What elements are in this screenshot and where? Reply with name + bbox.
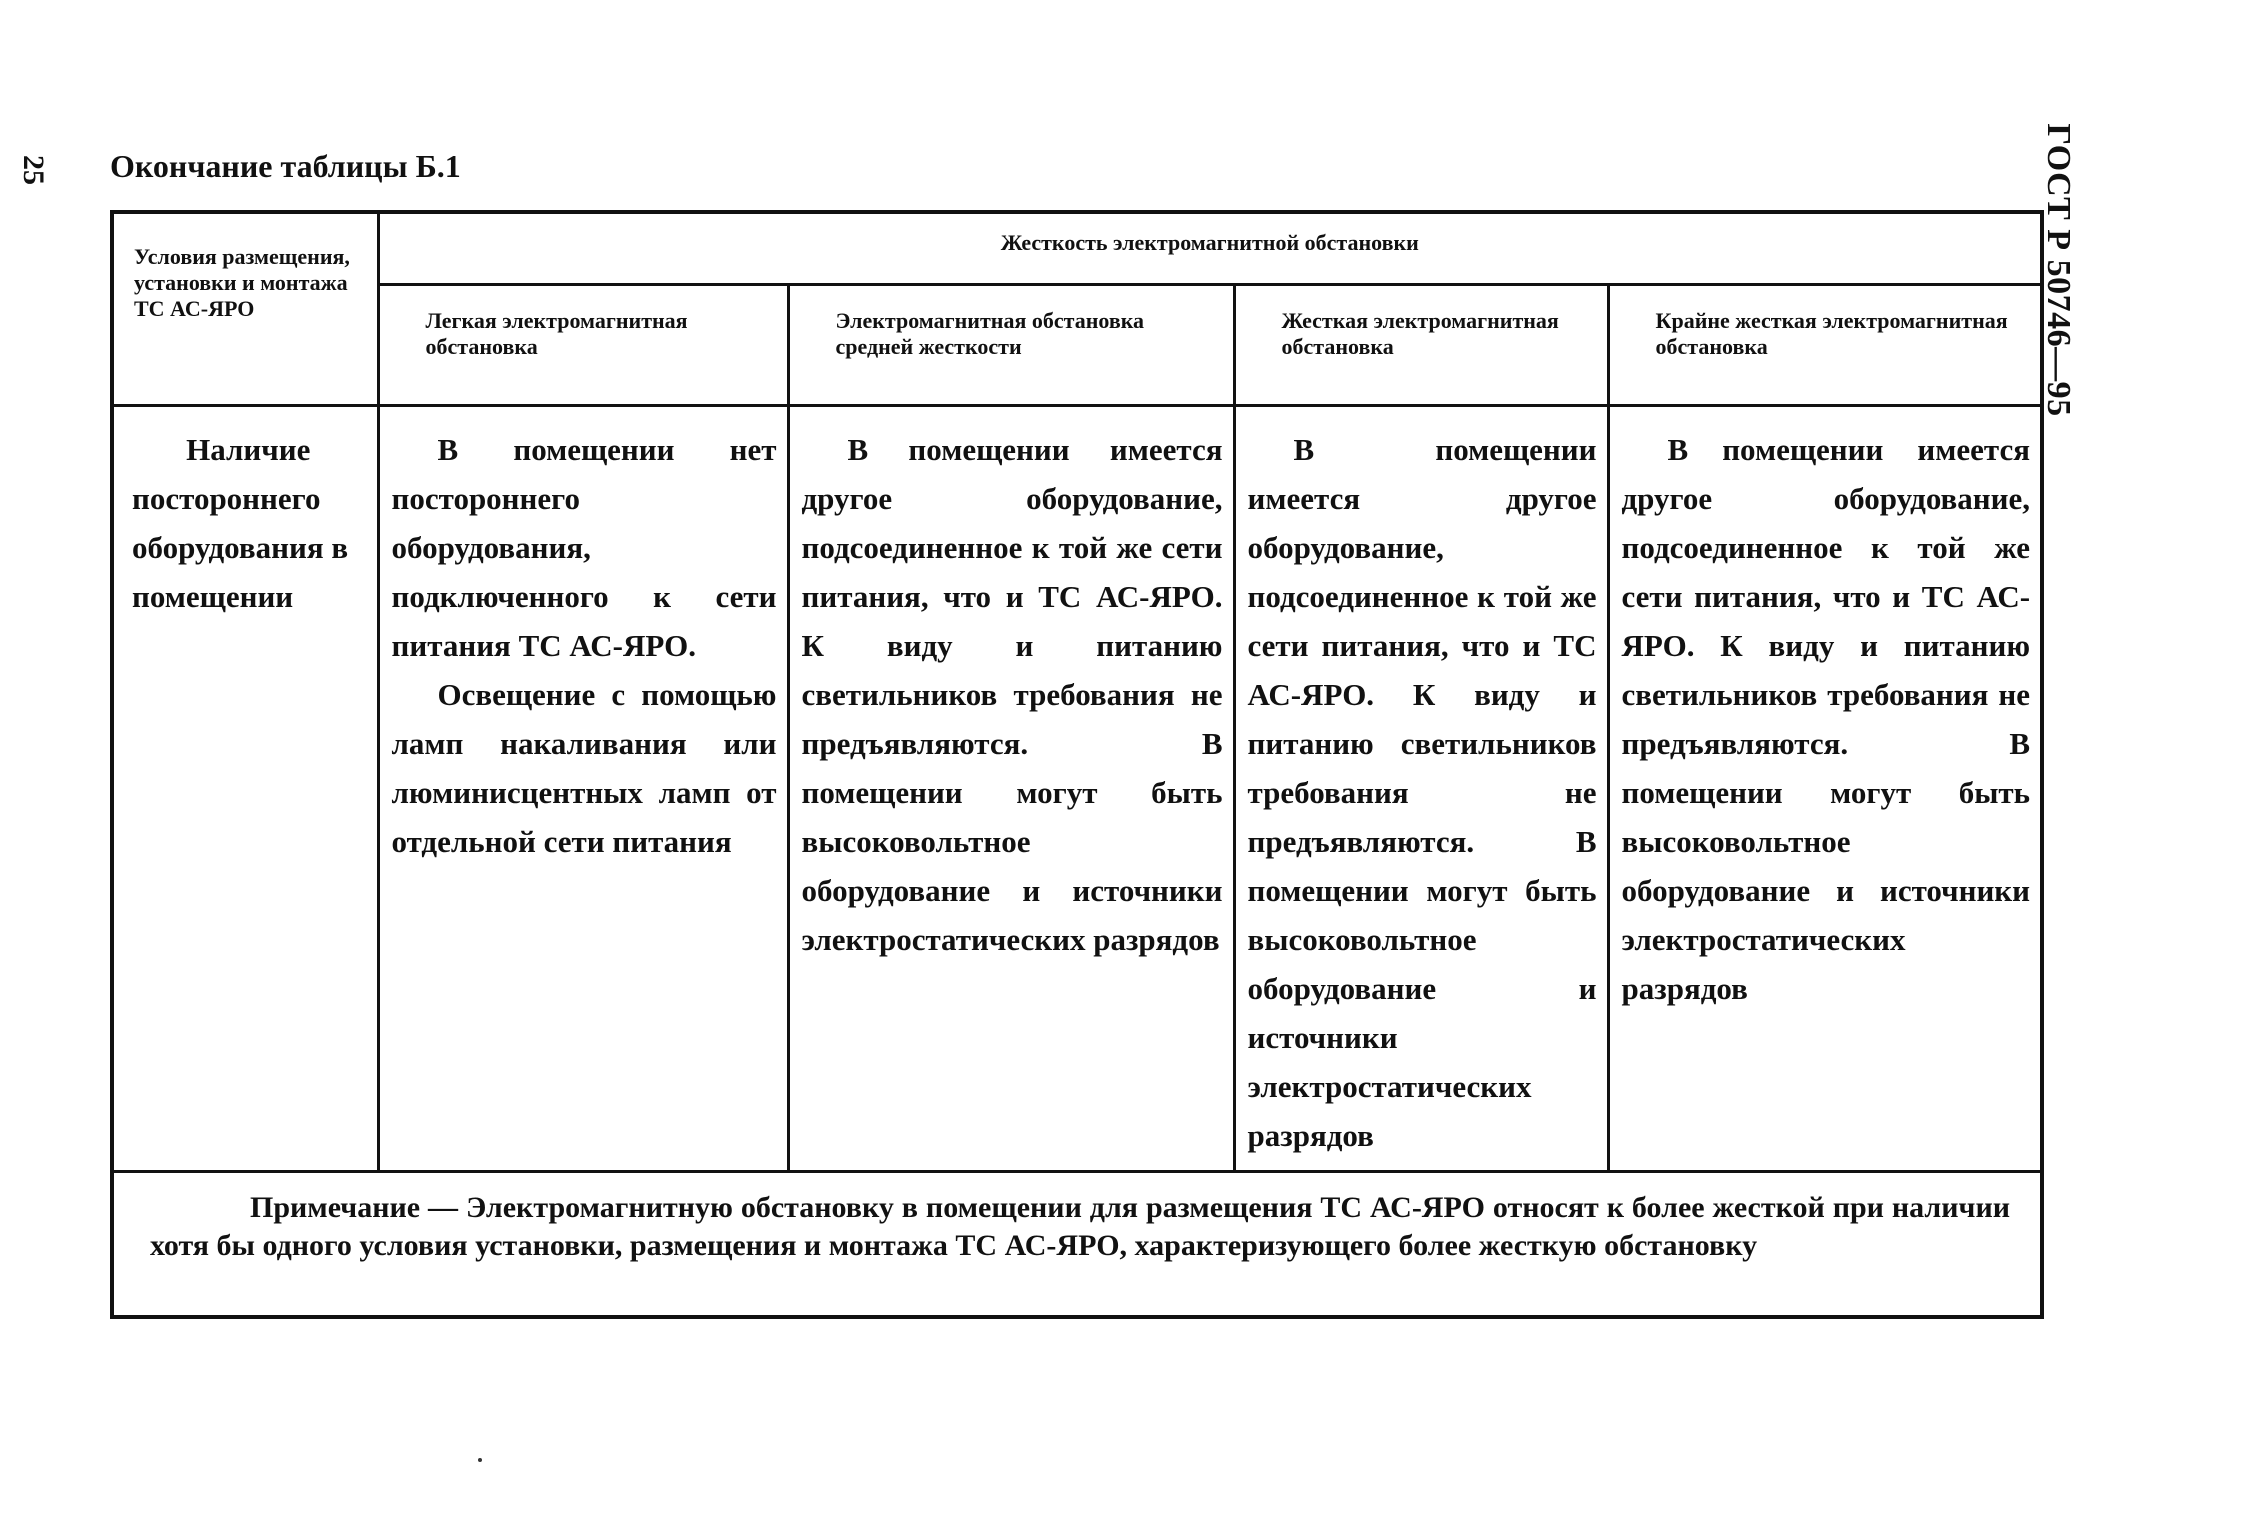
header-harsh-environment: Жесткая электромагнитная обстановка [1234,285,1608,406]
light-paragraph-2: Освещение с помощью ламп накаливания или люминисцентных ламп от отдельной сети питания [391,677,777,859]
light-environment-cell [378,406,788,1172]
page-number: 25 [17,155,50,185]
medium-paragraph: В помещении имеется другое оборудование, подсоединенное к той же сети питания, что и ТС АС-ЯРО. К виду и питанию светильников требования не предъявляются. В помещении могут быть высоковольтное оборудование и источники электростатических разрядов [801,432,1223,957]
header-row-1 [112,212,2042,285]
harsh-paragraph: В помещении имеется другое оборудование, подсоединенное к той же сети питания, что и ТС АС-ЯРО. К виду и питанию светильников требования не предъявляются. В помещении могут быть высоковольтное оборудование и источники электростатических разрядов [1247,432,1597,1153]
light-paragraph-1: В помещении нет постороннего оборудования, подключенного к сети питания ТС АС-ЯРО. [391,432,777,663]
scan-speck [478,1458,482,1462]
table-title: Окончание таблицы Б.1 [110,148,461,184]
table-row [112,406,2042,1172]
rigidity-span-header: Жесткость электромагнитной обстановки [378,212,2042,285]
header-row-2 [112,285,2042,406]
condition-first-word: Наличие [186,432,311,467]
medium-environment-cell [788,406,1234,1172]
header-medium-environment: Электромагнитная обстановка средней жесткости [788,285,1234,406]
condition-cell [112,406,378,1172]
extreme-environment-cell [1608,406,2042,1172]
standard-label: ГОСТ Р 50746—95 [2040,123,2077,417]
header-extreme-environment: Крайне жесткая электромагнитная обстановка [1608,285,2042,406]
harsh-environment-cell [1234,406,1608,1172]
extreme-paragraph: В помещении имеется другое оборудование, подсоединенное к той же сети питания, что и ТС АС-ЯРО. К виду и питанию светильников требования не предъявляются. В помещении могут быть высоковольтное оборудование и источники электростатических разрядов [1621,432,2031,1006]
table-note: Примечание — Электромагнитную обстановку в помещении для размещения ТС АС-ЯРО относят к более жесткой при наличии хотя бы одного условия установки, размещения и монтажа ТС АС-ЯРО, характеризующего более жесткую обстановку [112,1172,2042,1318]
header-light-environment: Легкая электромагнитная обстановка [378,285,788,406]
conditions-column-header: Условия размещения, установки и монтажа ТС АС-ЯРО [112,212,378,406]
note-row [112,1172,2042,1318]
condition-text: постороннего оборудования в помещении [132,481,349,614]
requirements-table [110,210,2044,1319]
